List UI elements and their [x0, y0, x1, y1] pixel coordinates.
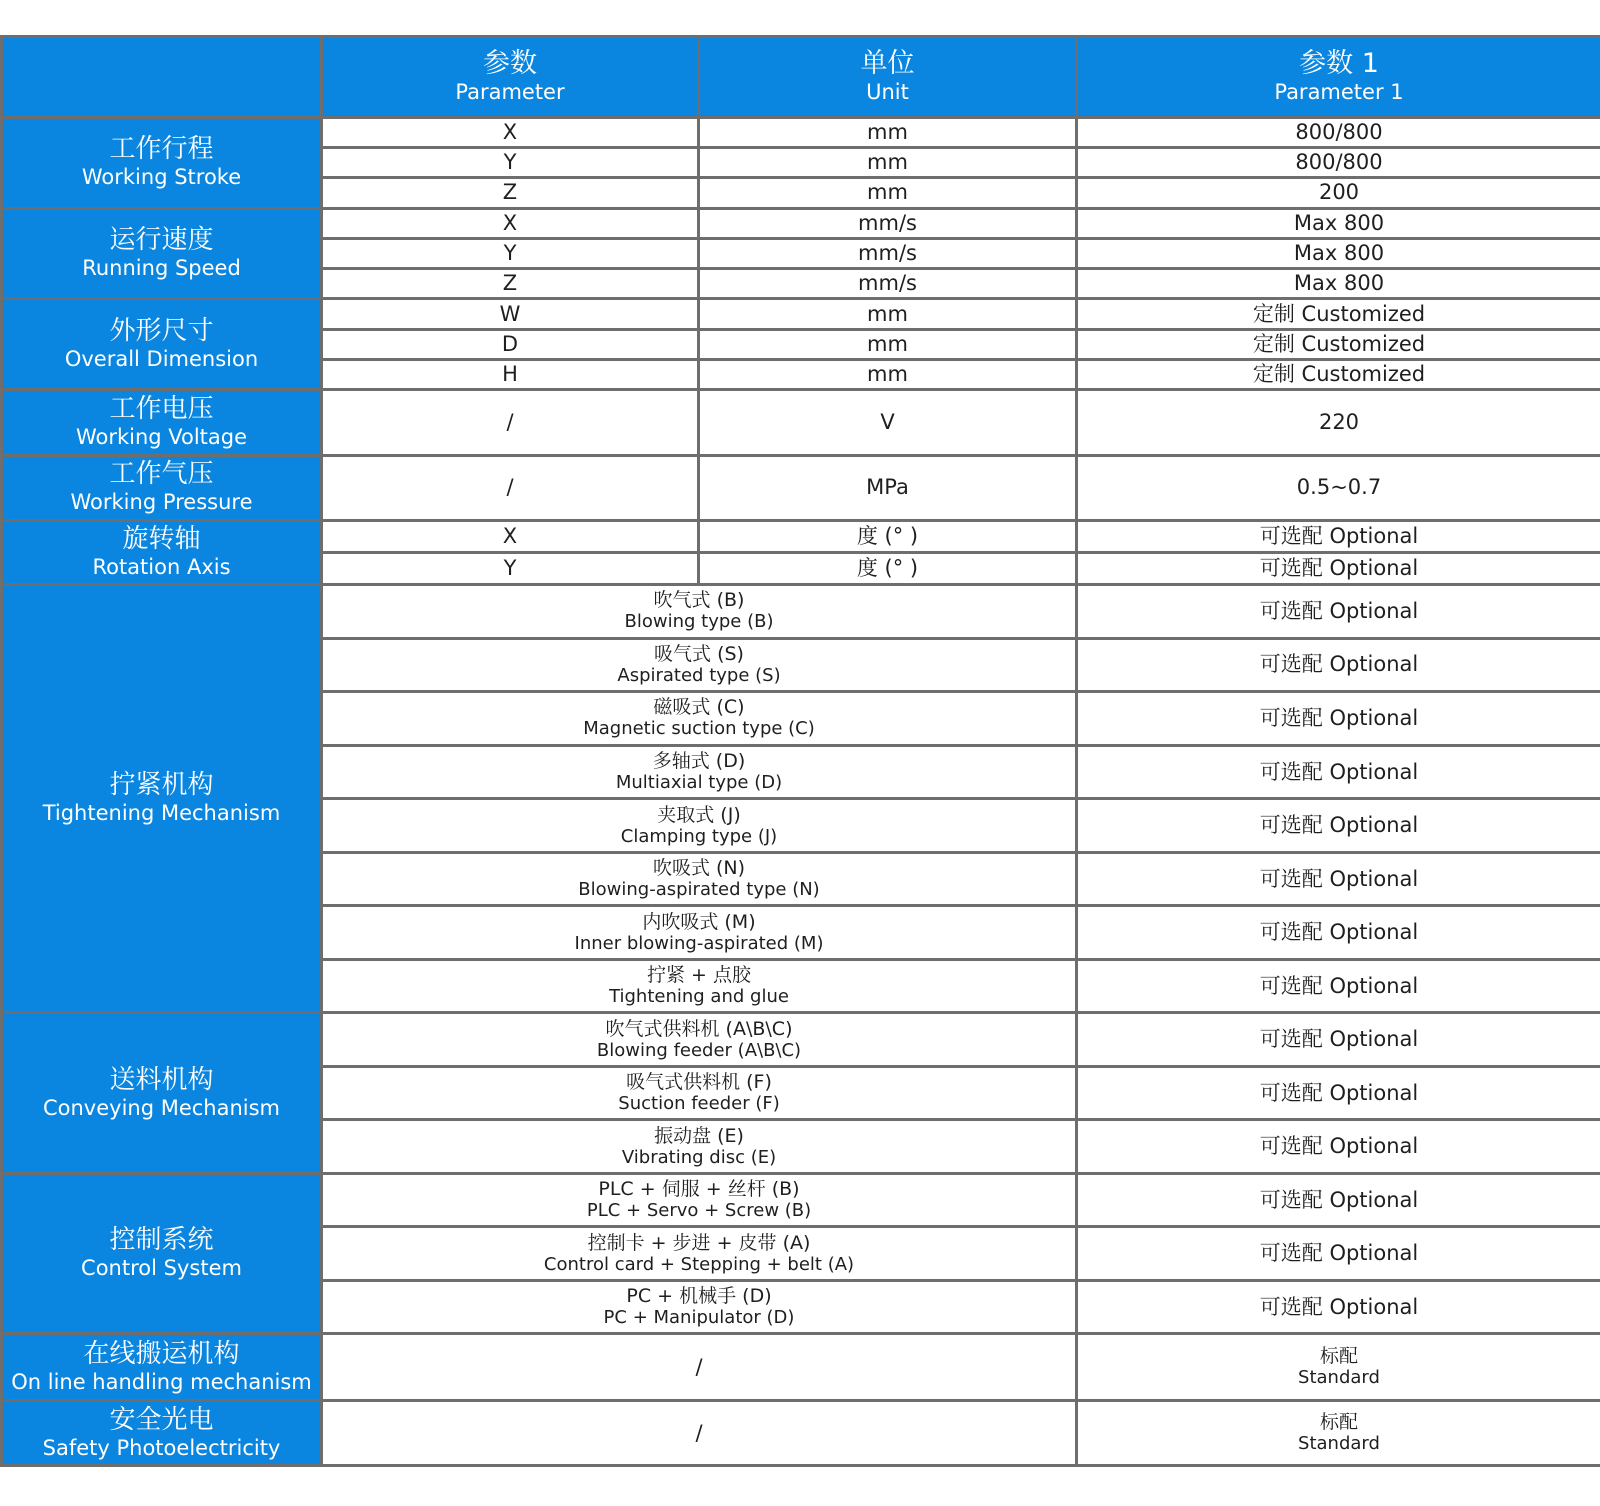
option-label-zh: 吸气式供料机 (F): [626, 1071, 772, 1094]
option-cell: [322, 1280, 1077, 1334]
option-label-zh: 磁吸式 (C): [653, 696, 745, 719]
value-label-en: Standard: [1298, 1367, 1380, 1389]
table-row: [2, 117, 1600, 147]
option-cell: [322, 692, 1077, 746]
value-cell: 可选配 Optional: [1077, 1120, 1600, 1174]
param-cell: Y: [322, 148, 699, 178]
header-value: [1077, 37, 1600, 118]
param-cell: Y: [322, 238, 699, 268]
group-label-en: Control System: [81, 1256, 242, 1281]
option-label-zh: 内吹吸式 (M): [642, 910, 756, 933]
group-rotation-axis: [2, 520, 322, 585]
group-working-stroke: [2, 117, 322, 208]
unit-cell: V: [699, 390, 1077, 456]
option-label-zh: 多轴式 (D): [652, 750, 746, 772]
group-working-pressure: [2, 455, 322, 520]
group-label-en: Overall Dimension: [64, 346, 259, 371]
unit-cell: mm: [699, 117, 1077, 147]
option-cell: [322, 1013, 1077, 1067]
option-label-en: Suction feeder (F): [618, 1093, 780, 1115]
table-row: [2, 208, 1600, 238]
param-cell: D: [322, 329, 699, 359]
unit-cell: MPa: [699, 455, 1077, 520]
value-cell: 可选配 Optional: [1077, 1227, 1600, 1281]
table-row: [2, 299, 1600, 329]
option-cell: [322, 906, 1077, 960]
group-label-zh: 工作行程: [109, 134, 214, 165]
value-cell: 可选配 Optional: [1077, 520, 1600, 552]
unit-cell: mm: [699, 329, 1077, 359]
table-row: [2, 1334, 1600, 1401]
unit-cell: mm: [699, 178, 1077, 208]
value-cell: 可选配 Optional: [1077, 906, 1600, 960]
value-cell: 可选配 Optional: [1077, 692, 1600, 746]
value-cell: 200: [1077, 178, 1600, 208]
value-cell: 可选配 Optional: [1077, 799, 1600, 853]
table-header-row: [2, 37, 1600, 118]
param-cell: Y: [322, 552, 699, 584]
group-control-system: [2, 1173, 322, 1334]
option-label-en: Aspirated type (S): [617, 664, 781, 686]
option-label-en: PLC + Servo + Screw (B): [586, 1200, 812, 1222]
option-cell: [322, 959, 1077, 1013]
option-label-zh: 振动盘 (E): [654, 1124, 744, 1147]
group-tightening-mechanism: [2, 585, 322, 1013]
group-label-zh: 拧紧机构: [109, 770, 214, 801]
value-cell: 可选配 Optional: [1077, 852, 1600, 906]
unit-cell: mm/s: [699, 238, 1077, 268]
group-label-en: Working Pressure: [70, 490, 253, 515]
group-label-zh: 在线搬运机构: [83, 1338, 240, 1369]
param-cell: W: [322, 299, 699, 329]
option-cell: [322, 585, 1077, 639]
value-cell: 0.5~0.7: [1077, 455, 1600, 520]
value-cell: 定制 Customized: [1077, 329, 1600, 359]
option-label-zh: 吸气式 (S): [654, 642, 744, 665]
value-cell: 可选配 Optional: [1077, 552, 1600, 584]
value-cell: 可选配 Optional: [1077, 959, 1600, 1013]
value-cell: 800/800: [1077, 148, 1600, 178]
unit-cell: 度 (° ): [699, 552, 1077, 584]
unit-cell: 度 (° ): [699, 520, 1077, 552]
unit-cell: mm: [699, 148, 1077, 178]
value-cell: Max 800: [1077, 238, 1600, 268]
option-label-en: Blowing-aspirated type (N): [578, 879, 820, 901]
option-label-zh: 吹气式供料机 (A\B\C): [605, 1017, 793, 1040]
group-label-zh: 运行速度: [109, 225, 214, 256]
unit-cell: mm/s: [699, 269, 1077, 299]
value-cell: [1077, 1401, 1600, 1466]
value-cell: 可选配 Optional: [1077, 1013, 1600, 1067]
header-value-en: Parameter 1: [1274, 80, 1404, 105]
group-running-speed: [2, 208, 322, 299]
option-cell: [322, 852, 1077, 906]
value-cell: Max 800: [1077, 269, 1600, 299]
group-label-en: Safety Photoelectricity: [42, 1435, 281, 1460]
value-cell: [1077, 1334, 1600, 1401]
value-cell: 可选配 Optional: [1077, 1173, 1600, 1227]
value-cell: 可选配 Optional: [1077, 638, 1600, 692]
group-label-zh: 控制系统: [109, 1225, 214, 1256]
option-cell: [322, 638, 1077, 692]
option-label-zh: 吹吸式 (N): [652, 857, 746, 880]
header-parameter: [322, 37, 699, 118]
header-value-zh: 参数 1: [1299, 48, 1379, 80]
option-cell: [322, 1120, 1077, 1174]
param-cell: /: [322, 455, 699, 520]
group-label-zh: 送料机构: [109, 1064, 214, 1095]
unit-cell: mm/s: [699, 208, 1077, 238]
value-cell: 220: [1077, 390, 1600, 456]
option-label-en: Control card + Stepping + belt (A): [543, 1253, 855, 1275]
option-label-en: Inner blowing-aspirated (M): [574, 932, 824, 954]
group-label-en: Running Speed: [82, 256, 241, 281]
header-unit-en: Unit: [866, 80, 909, 105]
table-row: [2, 455, 1600, 520]
param-cell: X: [322, 208, 699, 238]
group-safety-photoelectricity: [2, 1401, 322, 1466]
option-label-en: Vibrating disc (E): [621, 1146, 777, 1168]
option-cell: [322, 745, 1077, 799]
unit-cell: mm: [699, 360, 1077, 390]
param-cell: X: [322, 520, 699, 552]
table-row: [2, 1401, 1600, 1466]
option-label-zh: PLC + 伺服 + 丝杆 (B): [598, 1178, 800, 1201]
option-label-zh: 夹取式 (J): [657, 803, 741, 826]
group-working-voltage: [2, 390, 322, 456]
value-cell: 可选配 Optional: [1077, 1066, 1600, 1120]
option-cell: [322, 1227, 1077, 1281]
group-label-zh: 工作气压: [109, 459, 214, 490]
option-cell: [322, 1173, 1077, 1227]
table-row: [2, 1013, 1600, 1067]
value-cell: 定制 Customized: [1077, 299, 1600, 329]
value-cell: 可选配 Optional: [1077, 585, 1600, 639]
group-overall-dimension: [2, 299, 322, 390]
param-cell: Z: [322, 178, 699, 208]
value-label-zh: 标配: [1319, 1411, 1358, 1434]
group-label-zh: 安全光电: [109, 1404, 214, 1435]
option-cell: [322, 1066, 1077, 1120]
group-conveying-mechanism: [2, 1013, 322, 1174]
option-cell: [322, 799, 1077, 853]
header-unit-zh: 单位: [860, 48, 915, 80]
option-label-zh: PC + 机械手 (D): [626, 1285, 772, 1308]
option-label-en: PC + Manipulator (D): [603, 1307, 795, 1329]
unit-cell: mm: [699, 299, 1077, 329]
option-label-en: Multiaxial type (D): [615, 772, 783, 793]
group-label-zh: 旋转轴: [122, 523, 201, 554]
option-label-zh: 拧紧 + 点胶: [647, 964, 751, 987]
value-cell: 可选配 Optional: [1077, 1280, 1600, 1334]
header-parameter-zh: 参数: [483, 48, 537, 80]
param-cell: /: [322, 1401, 1077, 1466]
value-cell: 定制 Customized: [1077, 360, 1600, 390]
value-cell: 可选配 Optional: [1077, 745, 1600, 799]
group-label-en: Tightening Mechanism: [42, 801, 281, 826]
group-label-zh: 工作电压: [109, 394, 214, 425]
value-cell: Max 800: [1077, 208, 1600, 238]
group-label-en: On line handling mechanism: [11, 1369, 312, 1394]
header-parameter-en: Parameter: [455, 80, 565, 105]
group-label-en: Working Voltage: [75, 425, 248, 450]
group-label-en: Rotation Axis: [92, 554, 231, 579]
param-cell: H: [322, 360, 699, 390]
group-label-en: Working Stroke: [81, 165, 242, 190]
option-label-en: Tightening and glue: [609, 986, 789, 1008]
value-label-en: Standard: [1298, 1433, 1380, 1455]
param-cell: /: [322, 1334, 1077, 1401]
option-label-zh: 吹气式 (B): [653, 589, 745, 612]
header-corner: [2, 37, 322, 118]
option-label-en: Blowing type (B): [624, 611, 774, 633]
table-row: [2, 390, 1600, 456]
table-row: [2, 1173, 1600, 1227]
specification-table: [0, 35, 1600, 1467]
table-row: [2, 520, 1600, 552]
option-label-zh: 控制卡 + 步进 + 皮带 (A): [587, 1231, 811, 1254]
table-row: [2, 585, 1600, 639]
param-cell: /: [322, 390, 699, 456]
group-label-en: Conveying Mechanism: [42, 1095, 281, 1120]
group-online-handling: [2, 1334, 322, 1401]
option-label-en: Clamping type (J): [620, 825, 778, 847]
value-cell: 800/800: [1077, 117, 1600, 147]
param-cell: X: [322, 117, 699, 147]
header-unit: [699, 37, 1077, 118]
option-label-en: Blowing feeder (A\B\C): [596, 1039, 802, 1061]
param-cell: Z: [322, 269, 699, 299]
group-label-zh: 外形尺寸: [109, 315, 214, 346]
value-label-zh: 标配: [1319, 1345, 1358, 1368]
option-label-en: Magnetic suction type (C): [583, 718, 815, 740]
